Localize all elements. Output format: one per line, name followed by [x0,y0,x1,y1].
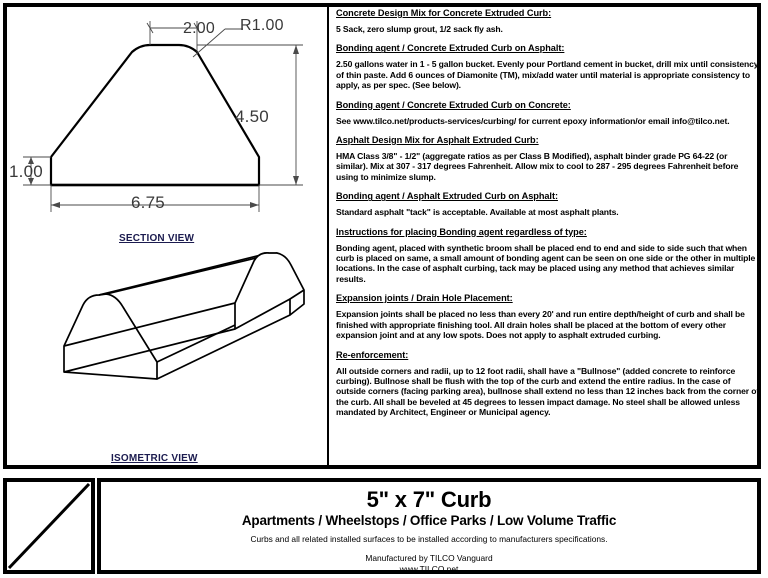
spec-block-expansion-joints [336,293,760,340]
spec-block-bonding-concrete-on-concrete [336,100,760,126]
dim-face-height: 1.00 [9,162,43,181]
spec-heading: Bonding agent / Concrete Extruded Curb on Asphalt: [336,43,565,54]
spec-body: 2.50 gallons water in 1 - 5 gallon bucket. Evenly pour Portland cement in bucket, drill mix until consistency of thin paste. Add 6 ounces of Diamonite (TM), mix/add water until material is appropriate consistency to apply, as per spec. (See below). [336,59,759,91]
spec-body: HMA Class 3/8" - 1/2" (aggregate ratios as per Class B Modified), asphalt binder grade PG 64-22 (or similar). Mix at 307 - 317 degrees Fahrenheit. Allow mix to cool to 287 - 295 degrees Fahrenheit before using to minimize slump. [336,151,739,182]
spec-body: Expansion joints shall be placed no less than every 20' and run entire depth/height of curb and shall be finished with appropriate finishing tool. All drain holes shall be placed at the bottom of every other expansion joint and at any low spots. Does not apply to asphalt extruded curbing. [336,309,745,341]
spec-heading: Expansion joints / Drain Hole Placement: [336,293,513,304]
drawing-panel [7,7,327,465]
isometric-view-label: ISOMETRIC VIEW [111,453,198,464]
spec-block-bonding-instructions [336,227,760,285]
title-block [3,478,761,574]
spec-heading: Bonding agent / Asphalt Extruded Curb on Asphalt: [336,191,558,202]
spec-block-re-enforcement [336,350,760,418]
manufacturer-line: Manufactured by TILCO Vanguard [365,553,493,563]
logo-box [3,478,95,574]
dim-corner-radius: R1.00 [240,17,284,34]
section-view-label: SECTION VIEW [119,233,195,244]
dim-top-width: 2.00 [183,20,215,37]
title-main-box [97,478,761,574]
spec-block-asphalt-design-mix [336,135,760,182]
spec-block-bonding-asphalt-on-asphalt [336,191,760,217]
spec-body: See www.tilco.net/products-services/curbing/ for current epoxy information/or email info@tilco.net. [336,115,730,126]
spec-body: All outside corners and radii, up to 12 foot radii, shall have a "Bullnose" (added concrete to reinforce curbing). Bullnose shall be flush with the top of the curb and extend the entire radius. In the case of outside corners (facing parking area), bullnose shall extend no less than 12 inches back from the corner of the curb. All shall be beveled at 45 degrees to lessen impact damage. No steel shall be allowed unless mandated by Architect, Engineer or Municipal agency. [336,365,760,418]
page-title: 5" x 7" Curb [366,487,492,512]
section-view-profile [51,45,259,185]
spec-heading: Concrete Design Mix for Concrete Extruded Curb: [336,8,552,18]
title-note: Curbs and all related installed surfaces to be installed according to manufacturers specifications. [250,534,608,544]
isometric-view-shape [64,253,304,379]
spec-heading: Bonding agent / Concrete Extruded Curb on Concrete: [336,99,571,110]
spec-block-concrete-design-mix [336,8,760,34]
title-subtitle: Apartments / Wheelstops / Office Parks / Low Volume Traffic [241,513,617,528]
spec-body: Bonding agent, placed with synthetic broom shall be placed end to end and side to side such that when curb is placed on same, a small amount of bonding agent can be seen on one side or the other in multiple locations. In the case of asphalt curbing, tack may be placed using any method that achieves similar results. [336,242,756,284]
spec-heading: Re-enforcement: [336,349,409,360]
spec-heading: Instructions for placing Bonding agent regardless of type: [336,226,587,237]
spec-block-bonding-concrete-on-asphalt [336,43,760,90]
website-link[interactable]: www.TILCO.net [399,564,459,574]
specification-panel [336,8,760,463]
logo-diagonal-icon [7,482,91,570]
spec-heading: Asphalt Design Mix for Asphalt Extruded Curb: [336,135,539,146]
spec-body: Standard asphalt "tack" is acceptable. Available at most asphalt plants. [336,207,619,218]
spec-body: 5 Sack, zero slump grout, 1/2 sack fly ash. [336,24,503,34]
panel-divider [327,3,329,469]
dim-height: 4.50 [235,107,269,126]
dim-base-width: 6.75 [131,193,165,212]
